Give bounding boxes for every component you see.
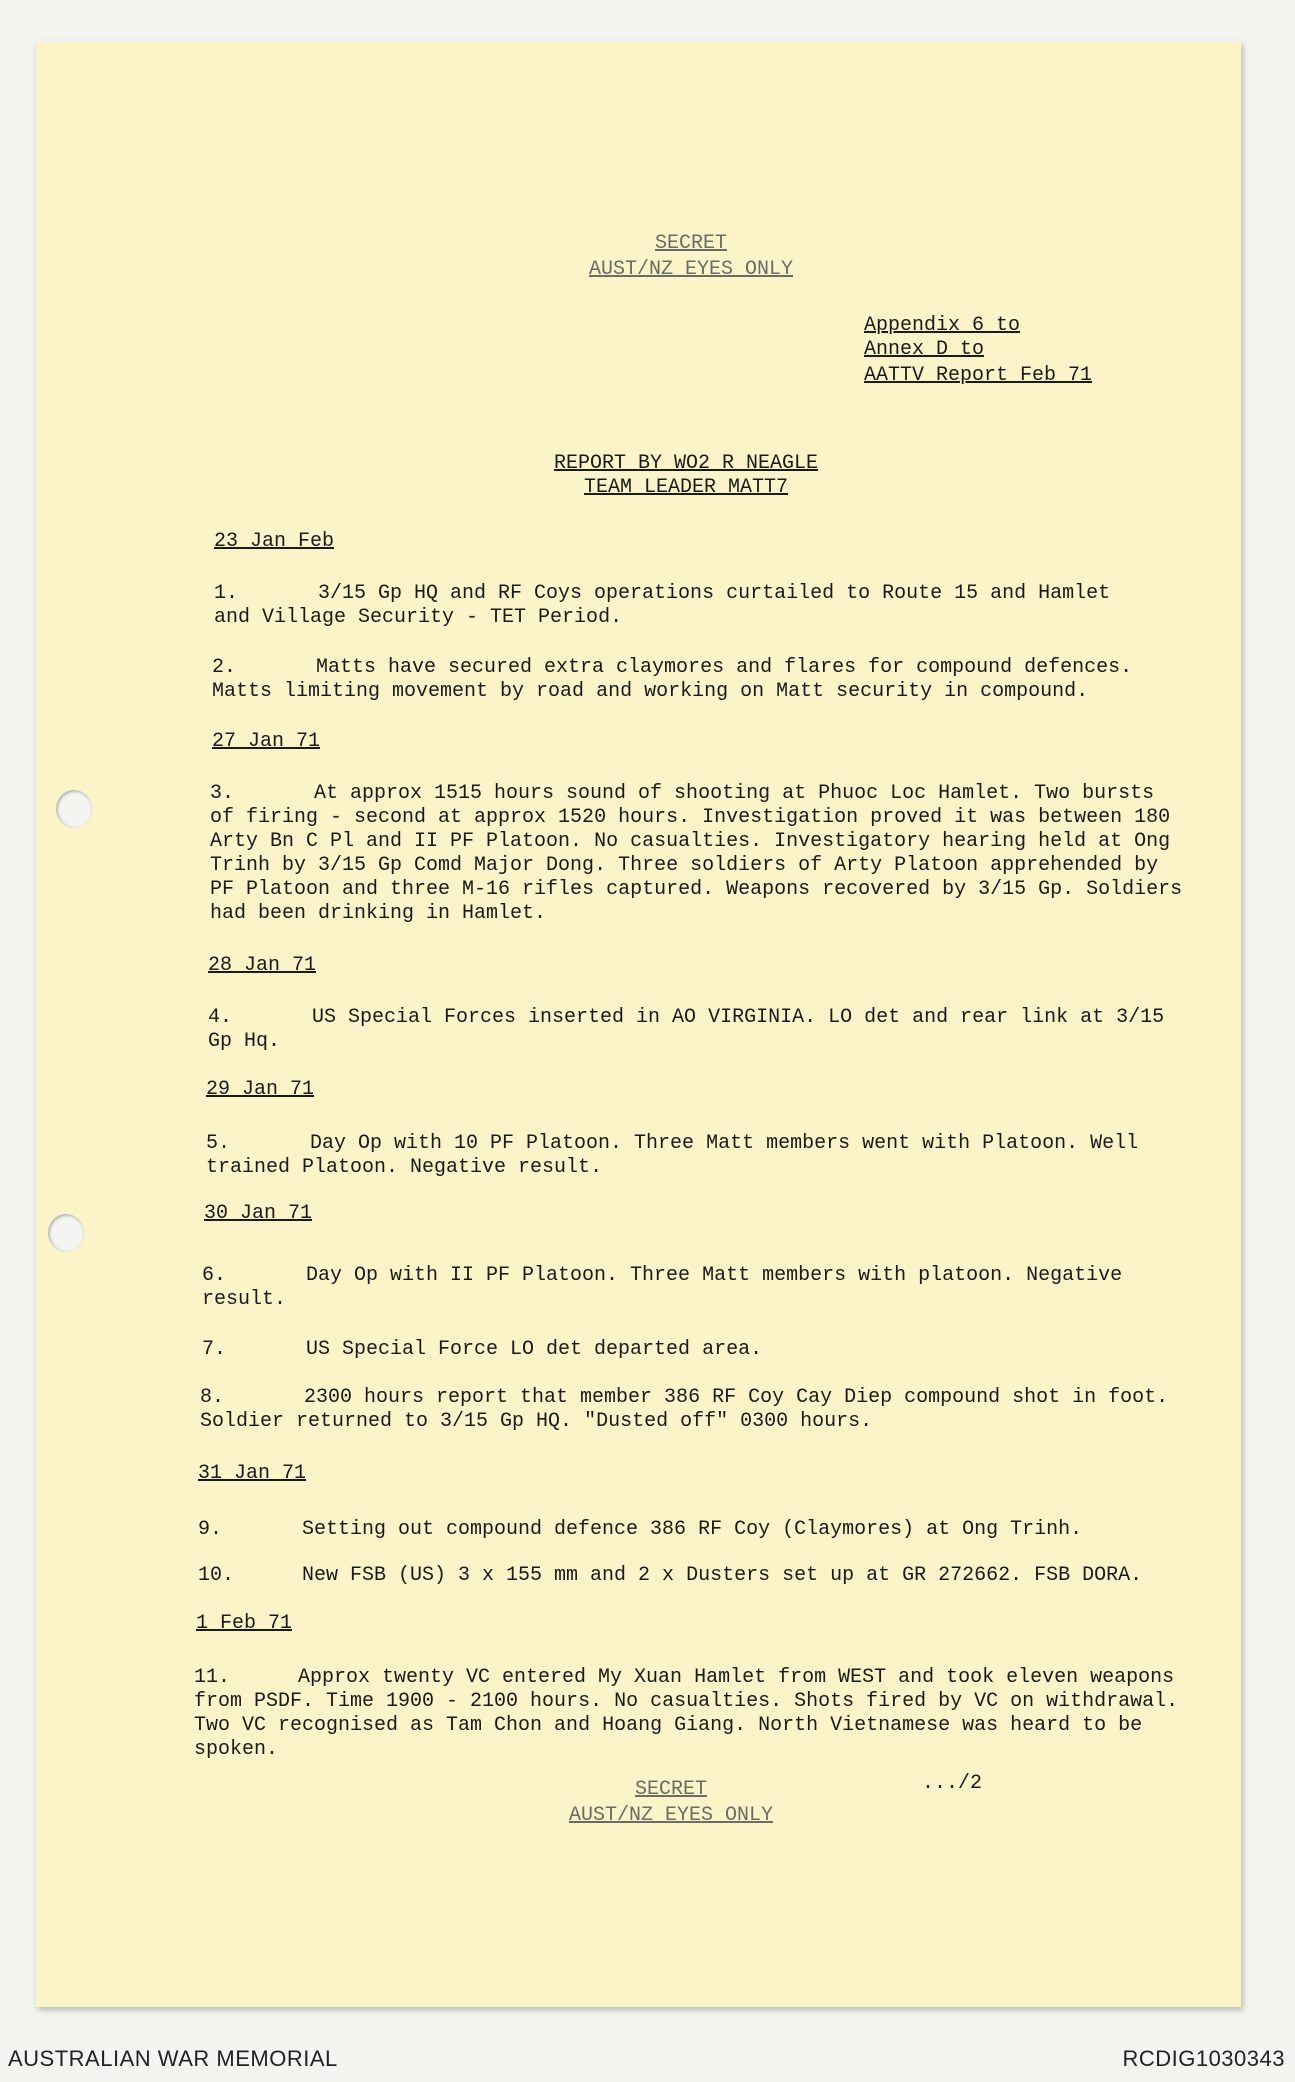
date-heading: 23 Jan Feb [214,530,335,553]
page-continuation: .../2 [922,1772,983,1795]
paragraph-number: 1. [214,582,239,605]
paragraph-text: Approx twenty VC entered My Xuan Hamlet from WEST and took eleven weapons from PSDF. Time 1900 - 2100 hours. No casualties. Shots fired by VC on withdrawal. Two VC recognised as Tam Chon and Hoang Giang. North Vietnamese was heard to be spoken. [194,1666,1179,1761]
paragraph [198,1518,1198,1542]
header-classification: SECRET [654,232,727,255]
paragraph-text: At approx 1515 hours sound of shooting at Phuoc Loc Hamlet. Two bursts of firing - second at approx 1520 hours. Investigation proved it was between 180 Arty Bn C Pl and II PF Platoon. No casualties. Investigatory hearing held at Ong Trinh by 3/15 Gp Comd Major Dong. Three soldiers of Arty Platoon apprehended by PF Platoon and three M-16 rifles captured. Weapons recovered by 3/15 Gp. Soldiers had been drinking in Hamlet. [210,782,1183,925]
paragraph-text: 3/15 Gp HQ and RF Coys operations curtailed to Route 15 and Hamlet and Village Security - TET Period. [214,582,1111,629]
paragraph-number: 8. [200,1386,225,1409]
paragraph-number: 5. [206,1132,231,1155]
paragraph [202,1264,1202,1312]
date-heading: 1 Feb 71 [196,1612,293,1635]
paragraph-number: 9. [198,1518,223,1541]
paragraph-text: Day Op with 10 PF Platoon. Three Matt members went with Platoon. Well trained Platoon. Negative result. [206,1132,1139,1179]
report-subtitle: TEAM LEADER MATT7 [583,476,789,499]
paragraph [208,1006,1188,1054]
appendix-line-1: Appendix 6 to [864,314,1021,337]
paragraph-text: US Special Forces inserted in AO VIRGINIA. LO det and rear link at 3/15 Gp Hq. [208,1006,1165,1053]
date-heading: 31 Jan 71 [198,1462,307,1485]
report-title: REPORT BY WO2 R NEAGLE [553,452,819,475]
paragraph [194,1666,1214,1762]
archive-caption-left: AUSTRALIAN WAR MEMORIAL [8,2046,338,2071]
header-caveat: AUST/NZ EYES ONLY [588,258,794,281]
appendix-line-3: AATTV Report Feb 71 [864,364,1093,387]
punch-hole-top [56,790,92,828]
paragraph-text: Day Op with II PF Platoon. Three Matt members with platoon. Negative result. [202,1264,1123,1311]
paragraph [212,656,1172,704]
paragraph-text: New FSB (US) 3 x 155 mm and 2 x Dusters set up at GR 272662. FSB DORA. [302,1564,1143,1587]
date-heading: 30 Jan 71 [204,1202,313,1225]
paragraph [214,582,1154,630]
paragraph-number: 3. [210,782,235,805]
archive-caption-right: RCDIG1030343 [1122,2046,1285,2071]
paragraph-text: Matts have secured extra claymores and flares for compound defences. Matts limiting movement by road and working on Matt security in compound. [212,656,1133,703]
paragraph-number: 4. [208,1006,233,1029]
punch-hole-bottom [48,1214,84,1252]
paragraph-number: 10. [198,1564,235,1587]
paragraph-text: US Special Force LO det departed area. [306,1338,763,1361]
paragraph [202,1338,1202,1362]
date-heading: 29 Jan 71 [206,1078,315,1101]
paragraph-number: 6. [202,1264,227,1287]
paragraph-text: Setting out compound defence 386 RF Coy (Claymores) at Ong Trinh. [302,1518,1083,1541]
paragraph-number: 7. [202,1338,227,1361]
date-heading: 27 Jan 71 [212,730,321,753]
paragraph [198,1564,1208,1588]
paragraph [210,782,1190,926]
footer-classification: SECRET [634,1778,707,1801]
appendix-line-2: Annex D to [864,338,985,361]
footer-caveat: AUST/NZ EYES ONLY [568,1804,774,1827]
paragraph [200,1386,1210,1434]
paragraph-number: 11. [194,1666,231,1689]
paragraph-text: 2300 hours report that member 386 RF Coy Cay Diep compound shot in foot. Soldier returned to 3/15 Gp HQ. "Dusted off" 0300 hours. [200,1386,1169,1433]
date-heading: 28 Jan 71 [208,954,317,977]
document-page [36,42,1241,2007]
paragraph [206,1132,1186,1180]
paragraph-number: 2. [212,656,237,679]
